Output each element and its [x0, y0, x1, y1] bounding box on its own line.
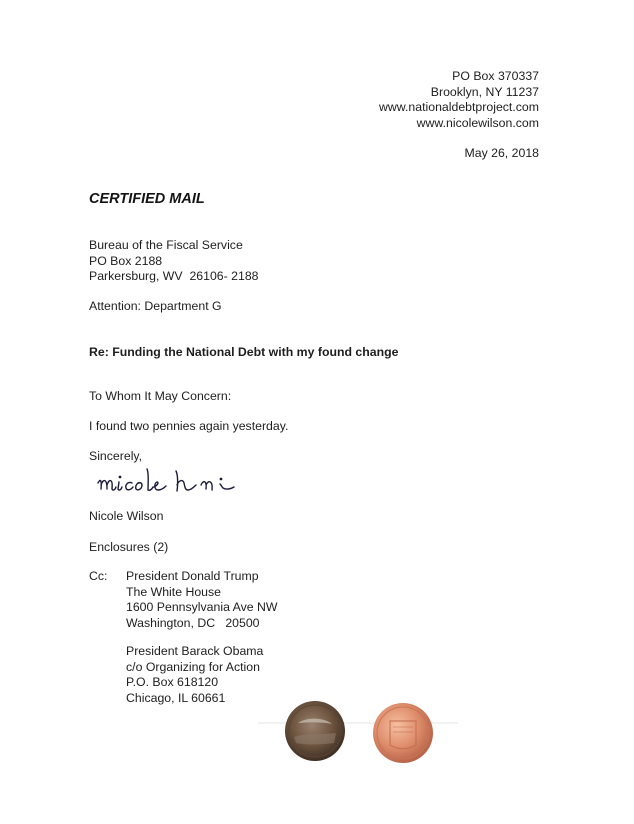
salutation: To Whom It May Concern:: [89, 389, 232, 403]
recipient-line: Bureau of the Fiscal Service: [89, 238, 243, 252]
delivery-method: CERTIFIED MAIL: [89, 191, 205, 207]
cc-recipient-line: c/o Organizing for Action: [126, 659, 260, 674]
letter-date: May 26, 2018: [464, 146, 539, 160]
enclosures-note: Enclosures (2): [89, 540, 169, 554]
return-address-line: www.nicolewilson.com: [416, 115, 539, 130]
penny-shiny-icon: [373, 703, 433, 763]
attention-line: Attention: Department G: [89, 299, 222, 313]
return-address: [379, 69, 539, 131]
closing: Sincerely,: [89, 449, 143, 463]
letter-body: I found two pennies again yesterday.: [89, 419, 289, 433]
handwritten-signature: [92, 463, 242, 501]
recipient-line: PO Box 2188: [89, 253, 163, 268]
return-address-line: PO Box 370337: [452, 69, 539, 83]
recipient-address: [89, 238, 259, 285]
cc-recipient-line: Washington, DC 20500: [126, 615, 260, 630]
cc-recipient-line: The White House: [126, 584, 222, 599]
recipient-line: Parkersburg, WV 26106- 2188: [89, 269, 259, 283]
cc-recipient: [126, 644, 263, 706]
cc-recipient: [126, 569, 278, 631]
cc-recipient-line: President Barack Obama: [126, 644, 264, 658]
signer-name: Nicole Wilson: [89, 509, 164, 523]
cc-recipient-line: President Donald Trump: [126, 569, 259, 583]
subject-line: Re: Funding the National Debt with my found change: [89, 345, 399, 359]
enclosed-pennies: [258, 693, 458, 773]
cc-recipient-line: P.O. Box 618120: [126, 675, 219, 689]
return-address-line: www.nationaldebtproject.com: [379, 100, 539, 114]
penny-worn-icon: [285, 701, 345, 761]
return-address-line: Brooklyn, NY 11237: [430, 84, 539, 99]
cc-recipient-line: 1600 Pennsylvania Ave NW: [126, 600, 278, 614]
cc-recipient-line: Chicago, IL 60661: [126, 690, 226, 705]
cc-label: Cc:: [89, 569, 108, 583]
